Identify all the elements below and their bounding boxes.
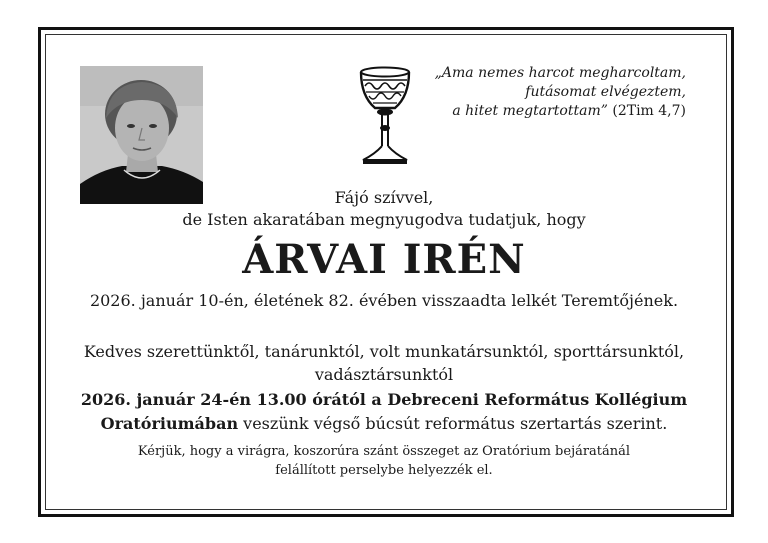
bible-quote bbox=[386, 64, 686, 121]
farewell-line-2: vadásztársunktól bbox=[314, 365, 454, 384]
intro-line-2: de Isten akaratában megnyugodva tudatjuk, hogy bbox=[182, 210, 586, 229]
farewell-line-1: Kedves szerettünktől, tanárunktól, volt munkatársunktól, sporttársunktól, bbox=[83, 342, 685, 361]
farewell-ceremony: veszünk végső búcsút református szertartás szerint. bbox=[238, 414, 668, 433]
funeral-venue: Oratóriumában bbox=[100, 414, 239, 433]
intro-line-1: Fájó szívvel, bbox=[334, 188, 434, 207]
donation-request-line-2: felállított perselybe helyezzék el. bbox=[275, 463, 493, 478]
deceased-name: ÁRVAI IRÉN bbox=[242, 236, 526, 283]
quote-line-3 bbox=[386, 102, 686, 121]
death-announcement: 2026. január 10-én, életének 82. évében visszaadta lelkét Teremtőjének. bbox=[89, 291, 679, 310]
quote-line-1: „Ama nemes harcot megharcoltam, bbox=[434, 65, 686, 81]
quote-line-2: futásomat elvégeztem, bbox=[525, 84, 686, 100]
quote-line-3-text: a hitet megtartottam” bbox=[452, 103, 608, 119]
farewell-line-4 bbox=[60, 413, 708, 435]
portrait-photo bbox=[80, 66, 203, 204]
quote-reference: (2Tim 4,7) bbox=[607, 103, 686, 119]
funeral-date-place: 2026. január 24-én 13.00 órától a Debreceni Református Kollégium bbox=[80, 390, 688, 409]
donation-request-line-1: Kérjük, hogy a virágra, koszorúra szánt összeget az Oratórium bejáratánál bbox=[137, 444, 631, 459]
